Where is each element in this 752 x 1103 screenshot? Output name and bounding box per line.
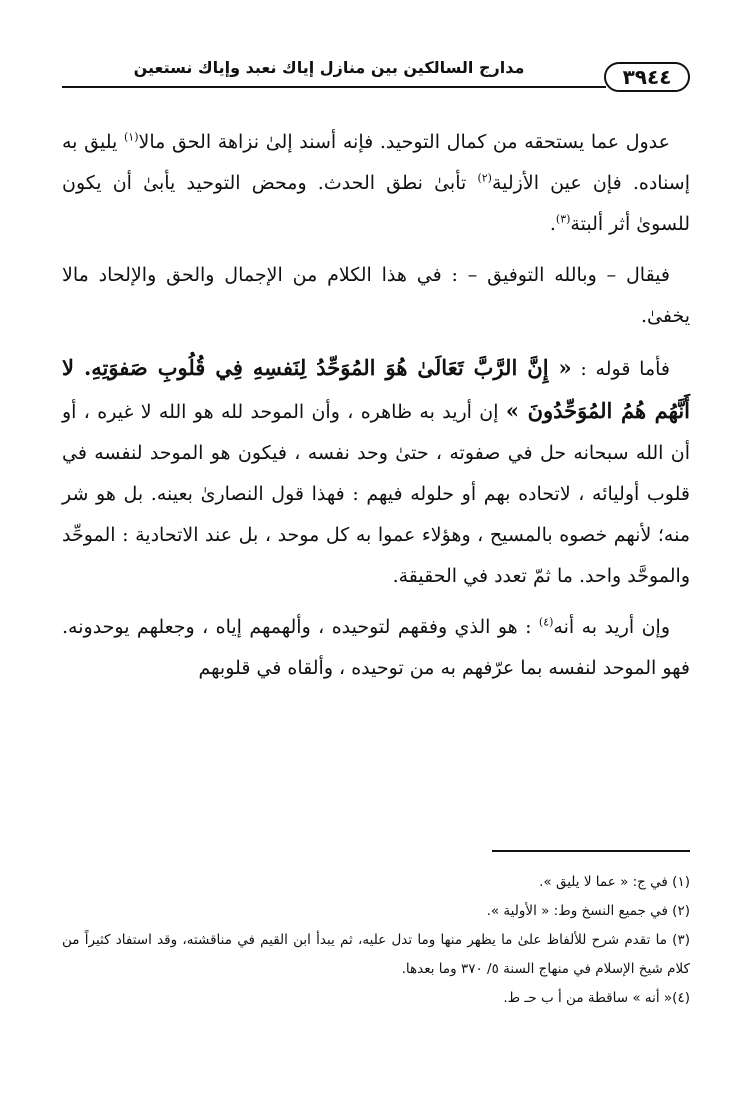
page-header [62,52,690,98]
paragraph-1-text-b: يليق به إسناده. فإن عين الأزلية [62,131,691,194]
main-text [62,122,690,699]
footnote-ref-3: (٣) [555,212,571,226]
footnote-ref-4: (٤) [538,615,554,629]
paragraph-1-text-a: عدول عما يستحقه من كمال التوحيد. فإنه أسند إلىٰ نزاهة الحق مالا [138,131,670,153]
footnote-2: (٢) في جميع النسخ وط: « الأولية ». [486,903,690,919]
footnote-ref-1: (١) [123,130,139,144]
footnotes [62,868,690,1013]
paragraph-1-text-d: . [549,213,556,235]
paragraph-1 [62,122,690,245]
paragraph-4-text: : هو الذي وفقهم لتوحيده ، وألهمهم إياه ، وجعلهم يوحدونه. فهو الموحد لنفسه بما عرّفهم به من توحيده ، وألقاه في قلوبهم [62,616,690,679]
paragraph-4 [62,607,690,689]
footnote-rule [492,850,690,852]
page-number: ٣٩٤٤ [604,62,690,92]
paragraph-1-text-c: تأبىٰ نطق الحدث. ومحض التوحيد يأبىٰ أن يكون للسوىٰ أثر ألبتة [62,172,690,235]
footnote-3: (٣) ما تقدم شرح للألفاظ علىٰ ما يظهر منها وما تدل عليه، ثم يبدأ ابن القيم في مناقشته، وقد استفاد كثيراً من كلام شيخ الإسلام في منهاج السنة ٥/ ٣٧٠ وما بعدها. [62,932,690,977]
paragraph-2: فيقال – وبالله التوفيق – : في هذا الكلام من الإجمال والحق والإلحاد مالا يخفىٰ. [62,264,690,327]
quoted-statement: « إِنَّ الرَّبَّ تَعَالَىٰ هُوَ المُوَحِّدُ لِنَفسِهِ فِي قُلُوبِ صَفوَتِهِ. لا أَنَّهُم هُمُ المُوَحِّدُونَ » [62,355,690,423]
header-rule [62,86,606,88]
paragraph-3-text: إن أريد به ظاهره ، وأن الموحد لله هو الله لا غيره ، أو أن الله سبحانه حل في صفوته ، حتىٰ وحد نفسه ، فيكون هو الموحد لنفسه في قلوب أوليائه ، لاتحاده بهم أو حلوله فيهم : فهذا قول النصارىٰ بعينه. بل هو شر منه؛ لأنهم خصوه بالمسيح ، وهؤلاء عموا به كل موحد ، بل عند الاتحادية : الموحِّد والموحَّد واحد. ما ثمّ تعدد في الحقيقة. [62,401,690,587]
paragraph-3-lead: فأما قوله : [571,358,671,380]
paragraph-4-lead: وإن أريد به أنه [553,616,670,638]
footnote-4: (٤)« أنه » ساقطة من أ ب حـ ط. [503,990,690,1006]
footnote-ref-2: (٢) [477,171,492,185]
footnote-1: (١) في ج: « عما لا يليق ». [539,874,690,890]
running-title: مدارج السالكين بين منازل إياك نعبد وإياك نستعين [133,58,525,77]
paragraph-3 [62,347,690,597]
